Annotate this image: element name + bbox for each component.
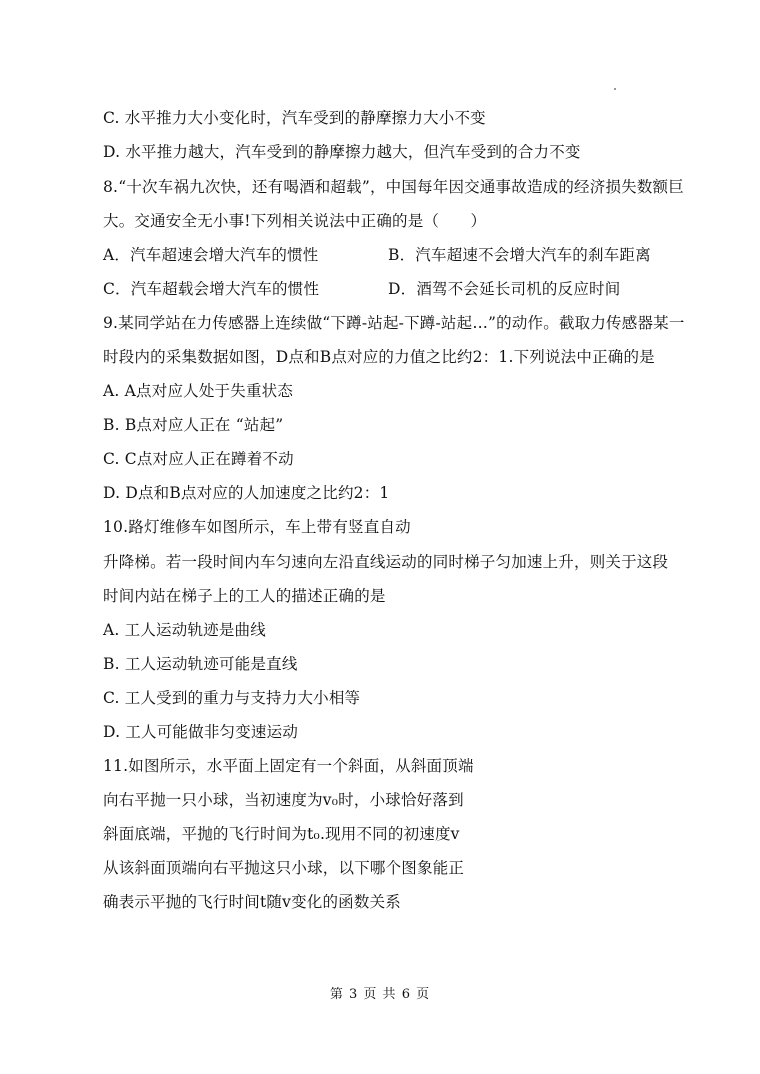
q11-stem-line3: 斜面底端，平抛的飞行时间为t₀.现用不同的初速度v — [103, 825, 460, 843]
q10-option-a: A. 工人运动轨迹是曲线 — [103, 621, 266, 639]
q9-stem-line2: 时段内的采集数据如图，D点和B点对应的力值之比约2：1.下列说法中正确的是 — [103, 348, 655, 366]
q10-stem-line3: 时间内站在梯子上的工人的描述正确的是 — [103, 587, 386, 605]
q7-option-d: D. 水平推力越大，汽车受到的静摩擦力越大，但汽车受到的合力不变 — [103, 143, 581, 161]
q8-option-a: A．汽车超速会增大汽车的惯性 — [103, 246, 319, 264]
q9-option-c: C. C点对应人正在蹲着不动 — [103, 450, 294, 468]
q9-option-b: B. B点对应人正在 “站起” — [103, 416, 284, 434]
scan-speck — [614, 88, 616, 90]
q8-stem-line2: 大。交通安全无小事!下列相关说法中正确的是（ ） — [103, 212, 487, 230]
q11-stem-line4: 从该斜面顶端向右平抛这只小球，以下哪个图象能正 — [103, 859, 465, 877]
q7-option-c: C. 水平推力大小变化时，汽车受到的静摩擦力大小不变 — [103, 109, 486, 127]
q8-option-b: B．汽车超速不会增大汽车的刹车距离 — [388, 246, 651, 264]
q10-stem-line2: 升降梯。若一段时间内车匀速向左沿直线运动的同时梯子匀加速上升，则关于这段 — [103, 553, 669, 571]
q11-stem-line1: 11.如图所示，水平面上固定有一个斜面，从斜面顶端 — [103, 757, 474, 775]
q9-option-a: A. A点对应人处于失重状态 — [103, 382, 294, 400]
q10-option-c: C. 工人受到的重力与支持力大小相等 — [103, 689, 361, 707]
q10-stem-line1: 10.路灯维修车如图所示，车上带有竖直自动 — [103, 518, 411, 536]
q10-option-b: B. 工人运动轨迹可能是直线 — [103, 655, 298, 673]
q8-option-d: D．酒驾不会延长司机的反应时间 — [388, 280, 621, 298]
page-footer: 第 3 页 共 6 页 — [329, 987, 431, 1002]
q8-option-c: C．汽车超载会增大汽车的惯性 — [103, 280, 320, 298]
q9-stem-line1: 9.某同学站在力传感器上连续做“下蹲-站起-下蹲-站起…”的动作。截取力传感器某一 — [103, 314, 685, 332]
q8-stem-line1: 8.“十次车祸九次快，还有喝酒和超载”，中国每年因交通事故造成的经济损失数额巨 — [103, 178, 684, 196]
q11-stem-line2: 向右平抛一只小球，当初速度为v₀时，小球恰好落到 — [103, 791, 464, 809]
q9-option-d: D. D点和B点对应的人加速度之比约2：1 — [103, 484, 390, 502]
q11-stem-line5: 确表示平抛的飞行时间t随v变化的函数关系 — [103, 893, 401, 911]
q10-option-d: D. 工人可能做非匀变速运动 — [103, 723, 299, 741]
